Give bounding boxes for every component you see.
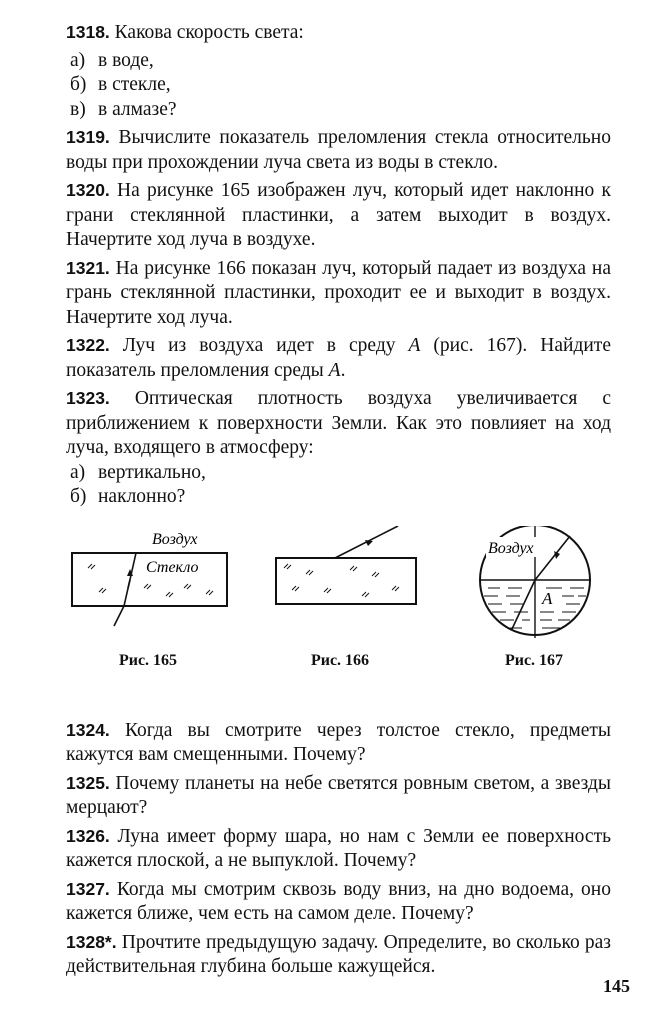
- problem-number: 1320.: [66, 180, 110, 200]
- problem-number: 1321.: [66, 257, 110, 278]
- problem-number: 1327.: [66, 878, 110, 899]
- page-number: 145: [603, 975, 630, 996]
- option-item: [66, 485, 611, 510]
- problem-text: Какова скорость света:: [109, 22, 304, 43]
- option-text: в алмазе?: [98, 98, 177, 120]
- option-label: в): [70, 98, 86, 120]
- problem-number: 1326.: [66, 825, 110, 846]
- option-text: вертикально,: [98, 461, 206, 483]
- problem-1323: [66, 386, 611, 461]
- label-air: Воздух: [152, 530, 198, 548]
- label-glass: Стекло: [146, 558, 199, 576]
- problem-text: Прочтите предыдущую задачу. Определите, во сколько раз действительная глубина больше кажущейся.: [66, 931, 611, 977]
- option-text: наклонно?: [98, 486, 186, 507]
- option-item: [66, 461, 611, 486]
- problem-1328: [66, 930, 611, 980]
- problem-1324: [66, 718, 611, 768]
- option-item: [66, 98, 611, 123]
- figure-166: [272, 526, 422, 669]
- problem-number: 1323.: [66, 388, 110, 408]
- problem-1326: [66, 824, 611, 874]
- problem-number: 1325.: [66, 772, 110, 793]
- problem-number: 1328*.: [66, 931, 117, 952]
- problem-text: Почему планеты на небе светятся ровным светом, а звезды мерцают?: [66, 772, 611, 818]
- label-air: Воздух: [488, 539, 534, 557]
- problem-number: 1319.: [66, 127, 110, 147]
- problem-text: (рис. 167). Найдите показатель преломления среды: [66, 335, 611, 381]
- problem-1318: [66, 20, 611, 46]
- problem-text: Когда мы смотрим сквозь воду вниз, на дно водоема, оно кажется ближе, чем есть на самом деле. Почему?: [66, 878, 611, 924]
- figure-caption: Рис. 166: [310, 651, 370, 669]
- option-label: б): [70, 486, 87, 507]
- problem-1322: [66, 333, 611, 383]
- glass-plate-ray-icon: [66, 526, 231, 646]
- problem-1320: [66, 178, 611, 253]
- problem-text: Луч из воздуха идет в среду: [109, 335, 409, 356]
- circle-two-media-icon: [470, 526, 610, 646]
- problem-number: 1324.: [66, 719, 110, 740]
- option-label: б): [70, 74, 87, 95]
- figure-caption: Рис. 165: [118, 651, 178, 669]
- medium-variable: A: [408, 335, 421, 356]
- textbook-page: [66, 20, 611, 983]
- label-medium: A: [542, 588, 553, 608]
- option-label: а): [70, 461, 86, 483]
- figure-167: [470, 526, 610, 669]
- problem-text: На рисунке 166 показан луч, который падает из воздуха на грань стеклянной пластинки, проходит ее и выходит в воздух. Начертите ход луча.: [66, 257, 611, 328]
- problem-text: Когда вы смотрите через толстое стекло, предметы кажутся вам смещенными. Почему?: [66, 719, 611, 765]
- option-label: а): [70, 49, 86, 71]
- problem-number: 1318.: [66, 22, 110, 42]
- figure-caption: Рис. 167: [504, 651, 564, 669]
- option-item: [66, 49, 611, 74]
- problem-text: На рисунке 165 изображен луч, который идет наклонно к грани стеклянной пластинки, а затем выходит в воздух. Начертите ход луча в воздухе.: [66, 180, 611, 250]
- problem-text: Луна имеет форму шара, но нам с Земли ее поверхность кажется плоской, а не выпуклой. Почему?: [66, 825, 611, 871]
- problem-text: Вычислите показатель преломления стекла относительно воды при прохождении луча света из воды в стекло.: [66, 127, 611, 173]
- problem-1327: [66, 877, 611, 927]
- problem-text: .: [340, 359, 346, 381]
- option-item: [66, 73, 611, 98]
- problem-1321: [66, 256, 611, 331]
- option-text: в стекле,: [98, 74, 171, 95]
- figure-165: [66, 526, 231, 669]
- problem-number: 1322.: [66, 335, 110, 355]
- problem-text: Оптическая плотность воздуха увеличивается с приближением к поверхности Земли. Как это повлияет на ход луча, входящего в атмосферу:: [66, 388, 611, 458]
- figures-row: [66, 526, 611, 694]
- option-text: в воде,: [98, 49, 154, 71]
- glass-plate-incident-ray-icon: [272, 526, 422, 646]
- medium-variable: A: [328, 359, 341, 381]
- problem-1319: [66, 125, 611, 175]
- problem-1325: [66, 771, 611, 821]
